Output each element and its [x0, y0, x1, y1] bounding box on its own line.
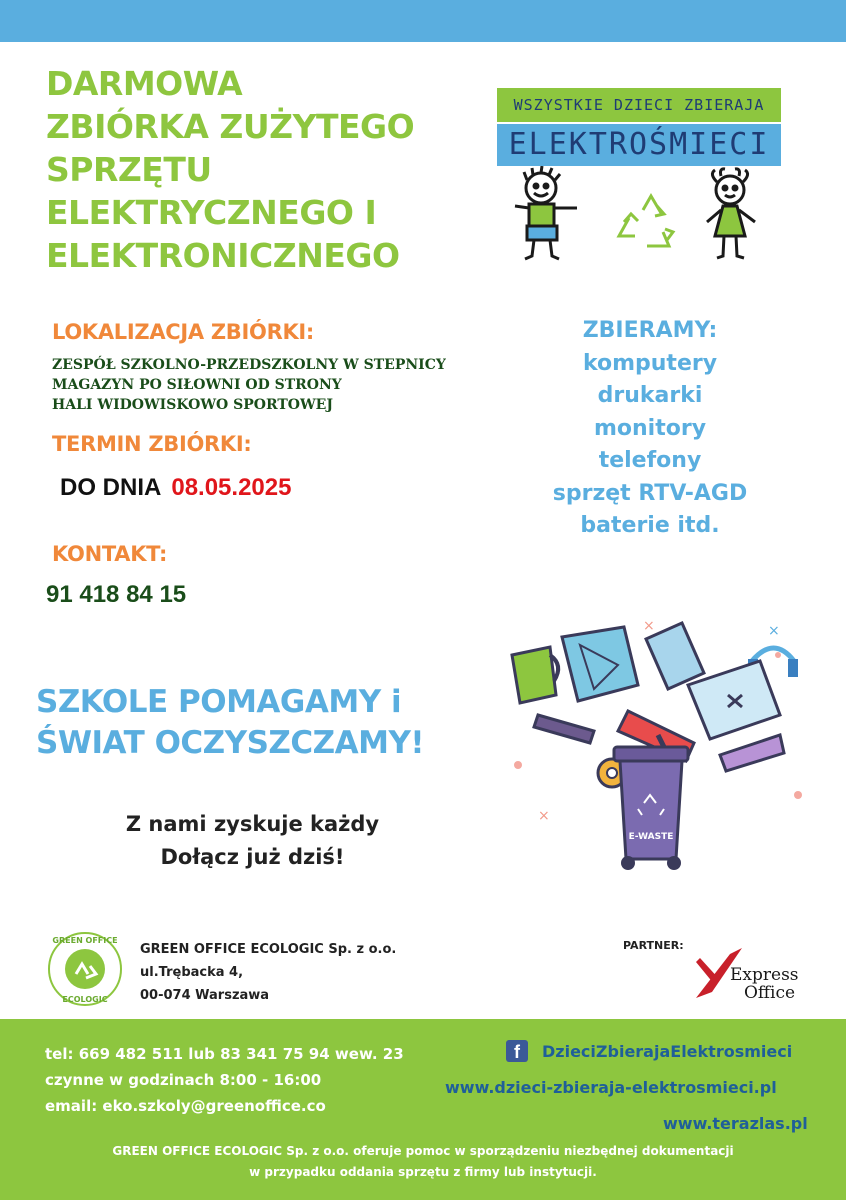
slogan-line: ŚWIAT OCZYSZCZAMY!: [36, 725, 425, 761]
title-line: ELEKTRONICZNEGO: [46, 236, 400, 275]
note-line: GREEN OFFICE ECOLOGIC Sp. z o.o. oferuje pomoc w sporządzeniu niezbędnej dokumentacji: [112, 1144, 734, 1158]
express-line2: Office: [744, 983, 796, 1003]
footer-email[interactable]: email: eko.szkoly@greenoffice.co: [45, 1097, 326, 1115]
kettle-icon: [512, 647, 558, 703]
note-line: w przypadku oddania sprzętu z firmy lub instytucji.: [249, 1165, 597, 1179]
join-message: [60, 808, 445, 874]
collected-heading: ZBIERAMY:: [582, 318, 718, 343]
partner-label: PARTNER:: [623, 939, 684, 952]
bin-label: E-WASTE: [628, 832, 674, 842]
collected-item: komputery: [582, 350, 718, 376]
logo-main-text: ELEKTROŚMIECI: [497, 124, 781, 166]
facebook-link[interactable]: [506, 1040, 792, 1062]
footer-note: [40, 1141, 806, 1183]
address-line: ZESPÓŁ SZKOLNO-PRZEDSZKOLNY W STEPNICY: [52, 357, 446, 373]
girl-figure: [707, 169, 755, 258]
e-waste-illustration: [498, 615, 810, 877]
company-city: 00-074 Warszawa: [140, 988, 270, 1003]
title-line: DARMOWA: [46, 64, 243, 103]
title-line: ZBIÓRKA ZUŻYTEGO: [46, 107, 415, 146]
location-section: [52, 320, 314, 344]
contact-section: [52, 542, 167, 566]
recycle-icon: [619, 196, 673, 246]
title-line: ELEKTRYCZNEGO I: [46, 193, 377, 232]
collected-item: drukarki: [597, 383, 703, 408]
green-office-logo: [46, 930, 124, 1008]
logo-text-top: GREEN OFFICE: [52, 936, 118, 945]
facebook-name: DzieciZbierajaElektrosmieci: [542, 1041, 793, 1061]
term-section: [52, 432, 252, 456]
footer-contact: [45, 1041, 404, 1119]
slogan: [36, 682, 424, 764]
website-link-primary[interactable]: www.dzieci-zbieraja-elektrosmieci.pl: [445, 1078, 777, 1097]
iron-icon: [720, 735, 784, 771]
join-line: Z nami zyskuje każdy: [125, 812, 380, 836]
express-office-logo: [690, 940, 810, 1004]
deadline-date: 08.05.2025: [171, 474, 292, 501]
collected-item: sprzęt RTV-AGD: [552, 480, 748, 506]
slogan-line: SZKOLE POMAGAMY i: [36, 684, 402, 720]
collected-item: baterie itd.: [580, 513, 720, 538]
collected-item: telefony: [598, 448, 702, 473]
trash-bin-icon: [614, 747, 688, 870]
footer-phone: tel: 669 482 511 lub 83 341 75 94 wew. 23: [45, 1045, 404, 1063]
contact-heading: KONTAKT:: [52, 542, 168, 566]
svg-text:×: ×: [643, 618, 655, 634]
company-street: ul.Trębacka 4,: [140, 965, 244, 980]
facebook-icon: f: [506, 1040, 528, 1062]
campaign-logo: [497, 88, 787, 268]
location-heading: LOKALIZACJA ZBIÓRKI:: [52, 320, 315, 344]
footer-hours: czynne w godzinach 8:00 - 16:00: [45, 1071, 322, 1089]
join-line: Dołącz już dziś!: [160, 845, 345, 869]
flashlight-icon: [534, 715, 594, 743]
title-line: SPRZĘTU: [46, 150, 212, 189]
page-title: [46, 62, 476, 277]
svg-text:×: ×: [768, 623, 780, 639]
collected-item: monitory: [593, 415, 707, 441]
address-line: HALI WIDOWISKOWO SPORTOWEJ: [52, 397, 333, 413]
monitor-icon: [562, 627, 638, 701]
term-heading: TERMIN ZBIÓRKI:: [52, 432, 252, 456]
collected-items: [520, 315, 780, 543]
contact-phone: 91 418 84 15: [46, 581, 187, 608]
organizer-address: [140, 938, 396, 1007]
address-line: MAGAZYN PO SIŁOWNI OD STRONY: [52, 377, 342, 393]
express-line1: Express: [730, 965, 799, 985]
location-address: [52, 355, 446, 415]
svg-text:×: ×: [538, 808, 550, 824]
website-link-secondary[interactable]: www.terazlas.pl: [663, 1114, 808, 1133]
deadline: [60, 474, 291, 502]
boy-figure: [515, 166, 577, 259]
company-name: GREEN OFFICE ECOLOGIC Sp. z o.o.: [140, 942, 397, 957]
logo-figures: [497, 166, 787, 266]
top-blue-bar: [0, 0, 846, 42]
logo-text-bottom: ECOLOGIC: [62, 995, 108, 1004]
deadline-prefix: DO DNIA: [60, 474, 162, 501]
logo-top-text: WSZYSTKIE DZIECI ZBIERAJA: [497, 88, 781, 122]
